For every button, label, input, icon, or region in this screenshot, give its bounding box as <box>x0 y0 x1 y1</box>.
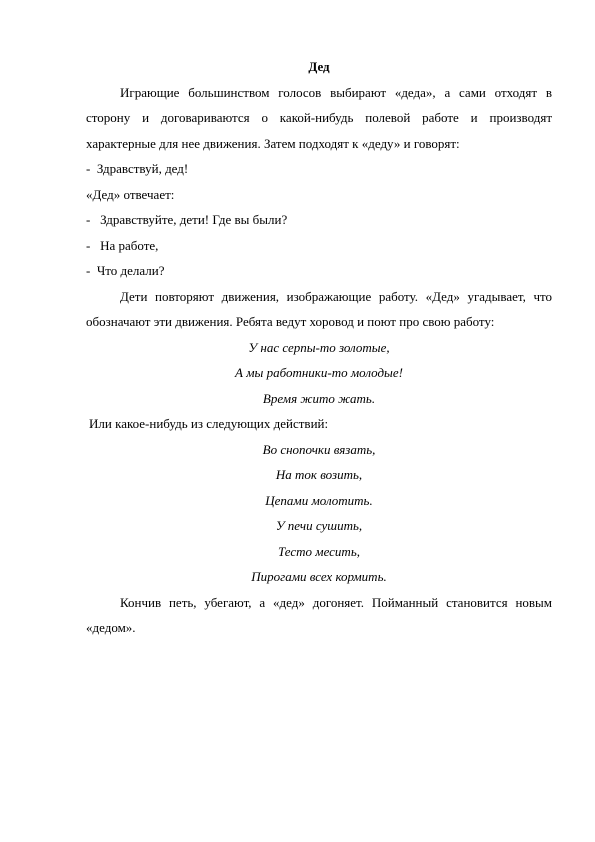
dialogue-line-4: - На работе, <box>86 237 159 253</box>
verse2-line-1: Во снопочки вязать, <box>262 441 376 457</box>
verse1-line-3: Время жито жать. <box>262 390 376 406</box>
verse2-line-2: На ток возить, <box>275 467 363 482</box>
verse2-line-4: У печи сушить, <box>275 518 363 533</box>
middle-paragraph: Дети повторяют движения, изображающие работу. «Дед» угадывает, что обозначают эти движения. Ребята ведут хоровод и поют про свою работу: <box>86 288 552 329</box>
dialogue-line-3: - Здравствуйте, дети! Где вы были? <box>86 212 288 227</box>
document-page <box>86 54 552 641</box>
alternative-line: Или какое-нибудь из следующих действий: <box>89 416 329 431</box>
verse2-line-3: Цепами молотить. <box>265 492 373 508</box>
dialogue-line-2: «Дед» отвечает: <box>86 186 175 202</box>
verse2-line-6: Пирогами всех кормить. <box>251 569 387 584</box>
verse1-line-1: У нас серпы-то золотые, <box>248 339 390 355</box>
ending-paragraph: Кончив петь, убегают, а «дед» догоняет. Пойманный становится новым «дедом». <box>86 594 552 635</box>
intro-paragraph: Играющие большинством голосов выбирают «деда», а сами отходят в сторону и договариваются о какой-нибудь полевой работе и производят характерные для нее движения. Затем подходят к «деду» и говорят: <box>86 84 552 151</box>
verse1-line-2: А мы работники-то молодые! <box>235 365 403 380</box>
document-title: Дед <box>308 59 330 74</box>
verse2-line-5: Тесто месить, <box>278 543 360 559</box>
dialogue-line-5: - Что делали? <box>86 263 165 278</box>
dialogue-line-1: - Здравствуй, дед! <box>86 161 189 176</box>
